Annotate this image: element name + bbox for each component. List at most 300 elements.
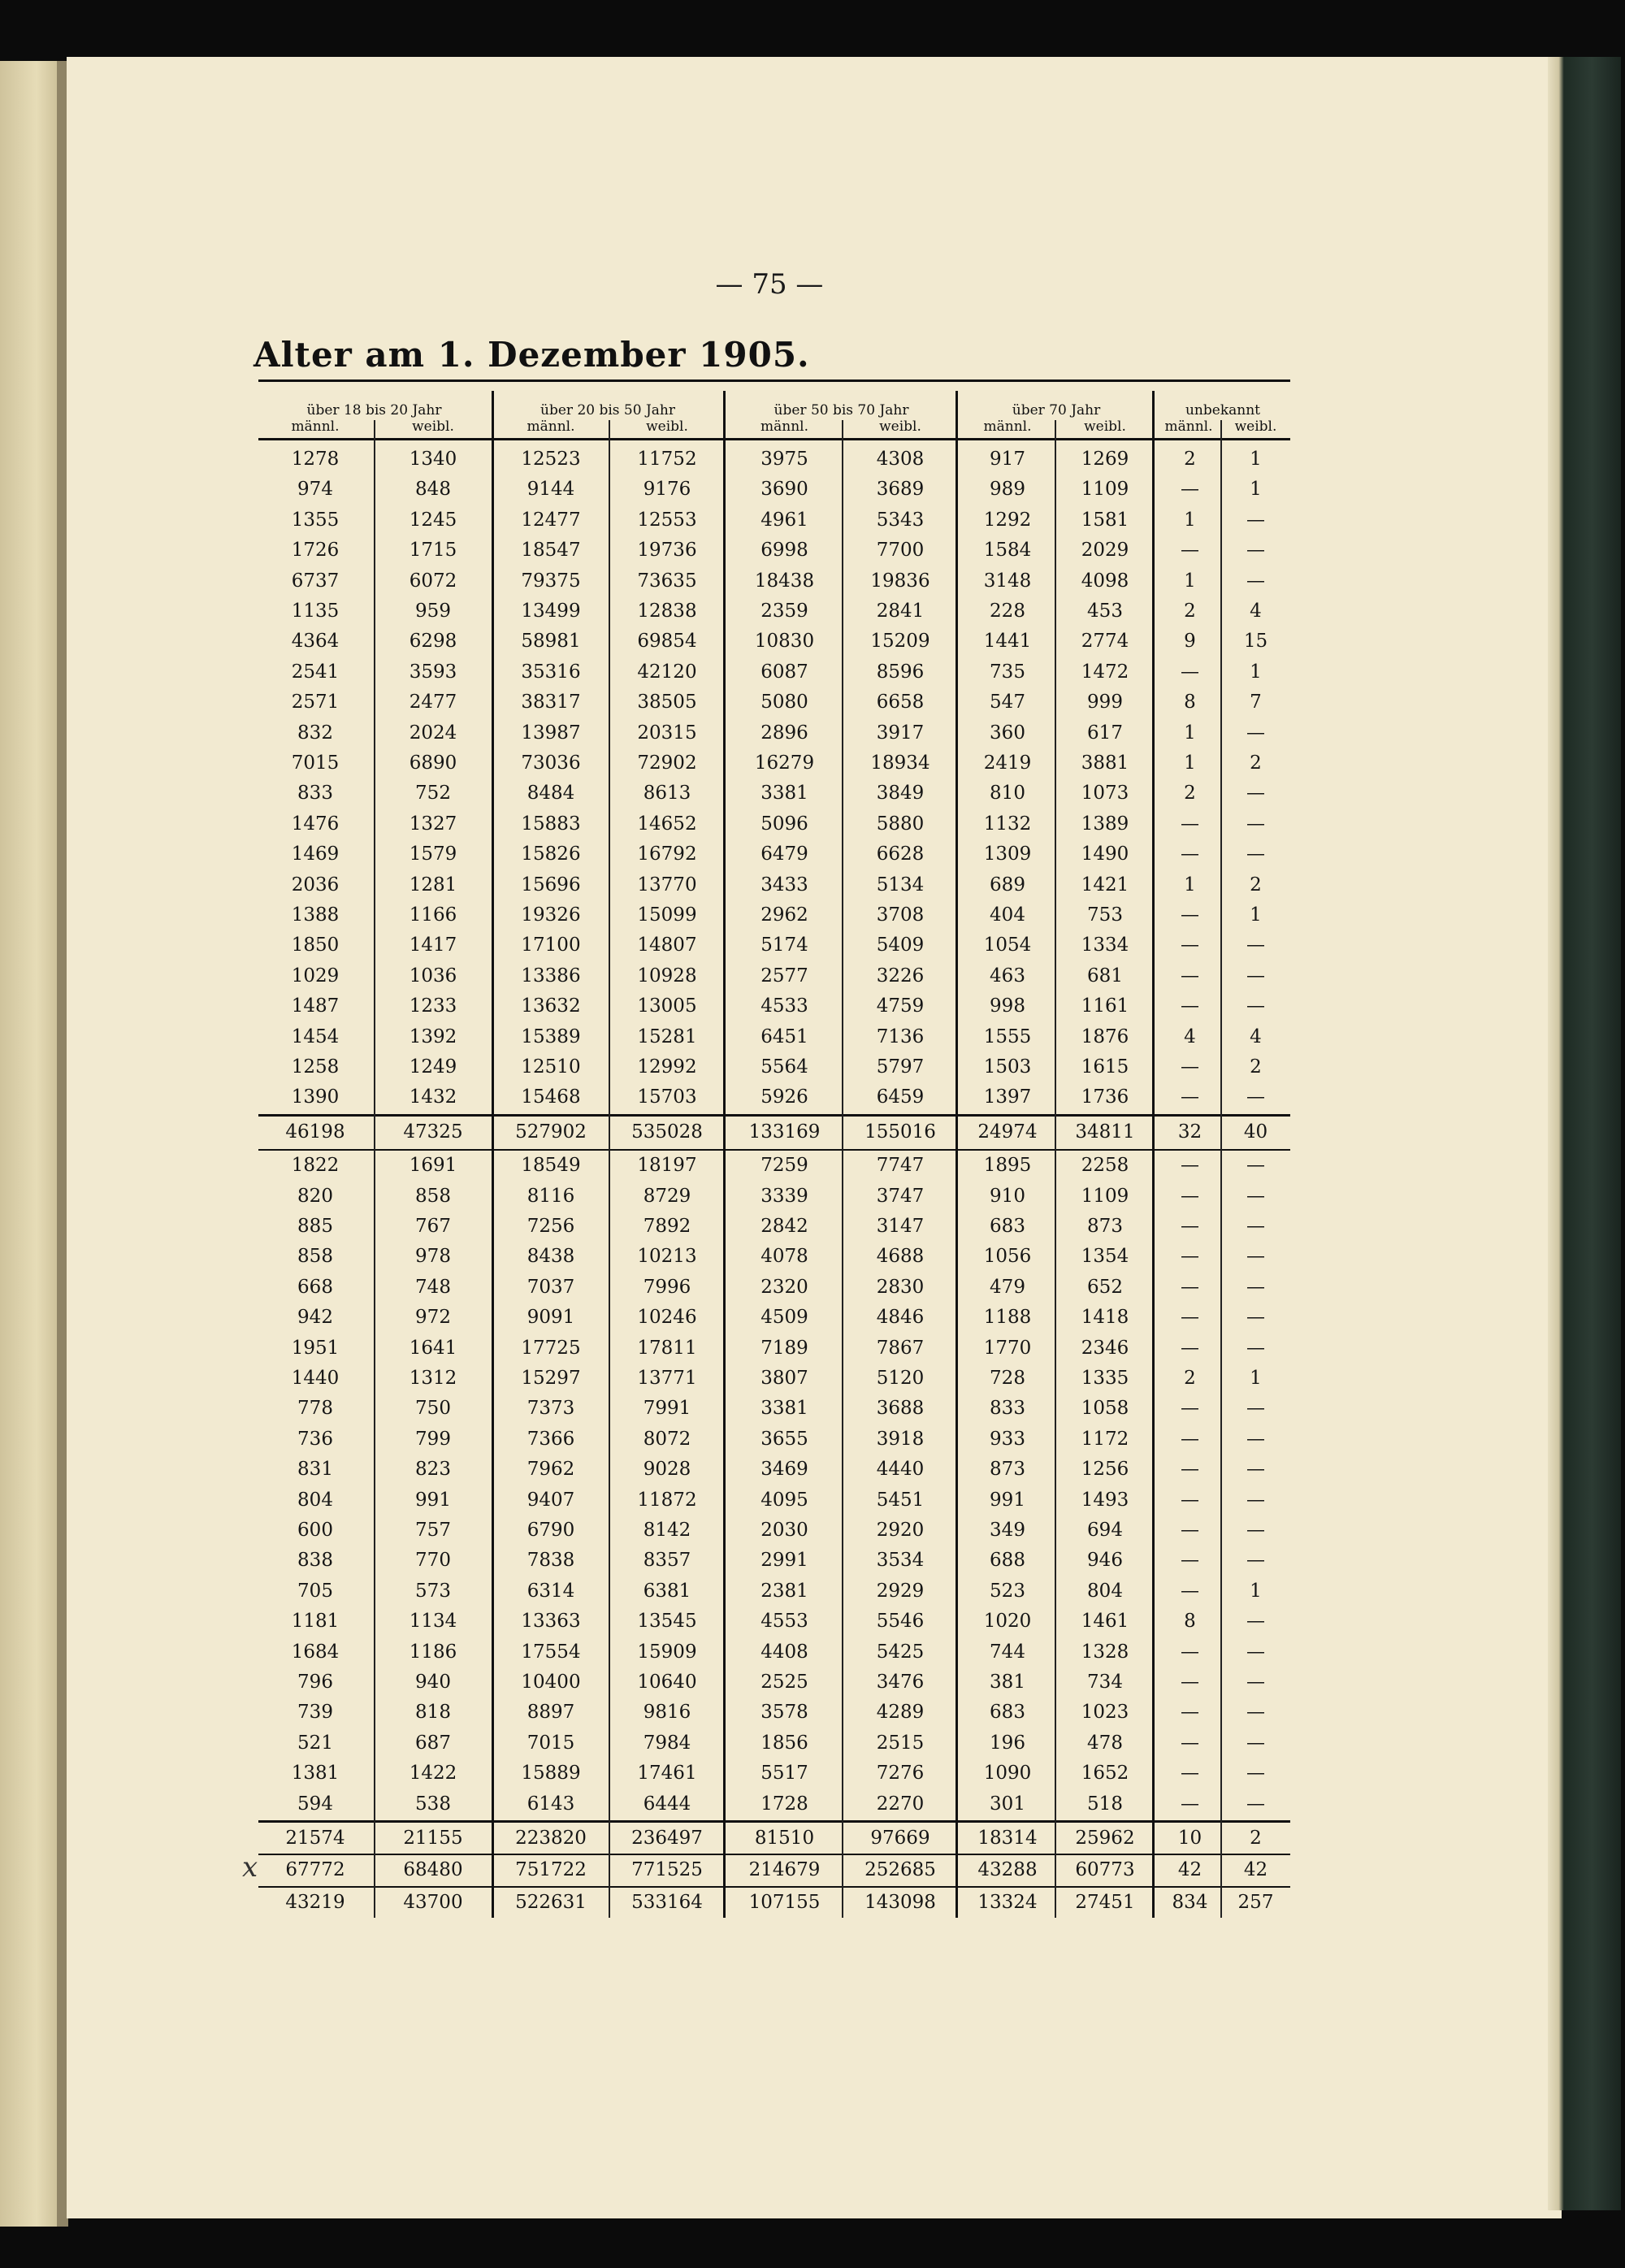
cell-18-20-female: 1417 (409, 935, 457, 956)
cell-50-70-male: 3381 (760, 783, 808, 804)
cell-50-70-male: 133169 (748, 1121, 821, 1143)
cell-18-20-female: 959 (415, 601, 451, 622)
subcolumn-divider (1220, 420, 1222, 1918)
cell-over-70-male: 1056 (983, 1246, 1032, 1268)
cell-20-50-female: 9176 (643, 479, 691, 501)
cell-18-20-male: 1029 (291, 965, 340, 987)
header-over-70-male: männl. (983, 418, 1032, 435)
cell-20-50-male: 15883 (521, 813, 581, 835)
cell-18-20-female: 573 (415, 1580, 451, 1602)
cell-20-50-male: 18547 (521, 540, 581, 562)
cell-over-70-female: 478 (1087, 1732, 1123, 1754)
table-row (258, 1333, 1290, 1364)
cell-50-70-female: 2515 (876, 1732, 925, 1754)
cell-over-70-female: 1328 (1081, 1641, 1129, 1663)
cell-over-70-female: 1493 (1081, 1489, 1129, 1511)
cell-50-70-male: 2962 (760, 904, 808, 926)
cell-unknown-female: 1 (1250, 449, 1262, 470)
cell-50-70-male: 3655 (760, 1428, 808, 1450)
cell-18-20-male: 1355 (291, 509, 340, 531)
cell-50-70-female: 4440 (876, 1459, 925, 1481)
cell-over-70-male: 1770 (983, 1337, 1032, 1359)
cell-over-70-female: 1418 (1081, 1307, 1129, 1329)
table-row (258, 1607, 1290, 1637)
cell-50-70-female: 5343 (876, 509, 925, 531)
cell-18-20-female: 823 (415, 1459, 451, 1481)
cell-18-20-male: 594 (297, 1793, 333, 1815)
cell-over-70-female: 1023 (1081, 1702, 1129, 1724)
cell-over-70-male: 1188 (983, 1307, 1032, 1329)
cell-50-70-female: 3917 (876, 722, 925, 744)
cell-50-70-male: 18438 (754, 570, 815, 592)
cell-unknown-female: 1 (1250, 904, 1262, 926)
cell-20-50-female: 19736 (637, 540, 697, 562)
cell-18-20-male: 736 (297, 1428, 333, 1450)
cell-50-70-male: 6087 (760, 661, 808, 683)
cell-unknown-male: — (1181, 479, 1199, 501)
cell-over-70-female: 2258 (1081, 1155, 1129, 1177)
cell-20-50-male: 58981 (521, 631, 581, 653)
cell-over-70-male: 917 (990, 449, 1025, 470)
cell-50-70-male: 2991 (760, 1550, 808, 1572)
cell-50-70-female: 3747 (876, 1185, 925, 1207)
cell-20-50-female: 8142 (643, 1520, 691, 1541)
cell-unknown-female: — (1246, 509, 1265, 531)
cell-18-20-female: 1579 (409, 843, 457, 865)
table-row (258, 1364, 1290, 1394)
cell-over-70-female: 1736 (1081, 1086, 1129, 1108)
cell-over-70-male: 1309 (983, 843, 1032, 865)
header-unknown-female: weibl. (1234, 418, 1277, 435)
cell-50-70-male: 4961 (760, 509, 808, 531)
cell-50-70-male: 5564 (760, 1056, 808, 1078)
table-row (258, 1182, 1290, 1212)
cell-over-70-female: 1652 (1081, 1763, 1129, 1784)
cell-18-20-female: 1186 (409, 1641, 457, 1663)
cell-20-50-male: 7256 (526, 1216, 575, 1237)
cell-over-70-male: 404 (990, 904, 1025, 926)
cell-over-70-female: 1161 (1081, 995, 1129, 1017)
cell-20-50-female: 771525 (631, 1859, 703, 1881)
cell-unknown-female: — (1246, 965, 1265, 987)
table-row (258, 870, 1290, 900)
cell-over-70-male: 933 (990, 1428, 1025, 1450)
cell-50-70-female: 3688 (876, 1398, 925, 1420)
cell-18-20-male: 1822 (291, 1155, 340, 1177)
cell-unknown-male: 1 (1184, 752, 1196, 774)
cell-18-20-male: 67772 (285, 1859, 345, 1881)
header-group-over-70: über 70 Jahr (1012, 402, 1101, 418)
cell-50-70-female: 252685 (864, 1859, 936, 1881)
header-18-20-male: männl. (291, 418, 340, 435)
cell-unknown-female: — (1246, 935, 1265, 956)
cell-50-70-male: 6479 (760, 843, 808, 865)
table-row (258, 1516, 1290, 1546)
cell-over-70-female: 753 (1087, 904, 1123, 926)
cell-50-70-male: 10830 (754, 631, 815, 653)
cell-over-70-male: 1054 (983, 935, 1032, 956)
cell-20-50-female: 11872 (637, 1489, 697, 1511)
cell-50-70-male: 81510 (754, 1828, 815, 1849)
cell-50-70-male: 3807 (760, 1368, 808, 1389)
cell-20-50-male: 18549 (521, 1155, 581, 1177)
cell-50-70-female: 3689 (876, 479, 925, 501)
cell-over-70-male: 463 (990, 965, 1025, 987)
subcolumn-divider (1055, 420, 1056, 1918)
cell-18-20-female: 68480 (403, 1859, 463, 1881)
cell-unknown-female: 1 (1250, 661, 1262, 683)
cell-18-20-female: 1312 (409, 1368, 457, 1389)
cell-18-20-female: 752 (415, 783, 451, 804)
table-row (258, 1394, 1290, 1424)
header-group-unknown: unbekannt (1185, 402, 1260, 418)
cell-20-50-female: 7984 (643, 1732, 691, 1754)
cell-unknown-male: — (1181, 1276, 1199, 1298)
header-50-70-male: männl. (760, 418, 808, 435)
cell-over-70-female: 1058 (1081, 1398, 1129, 1420)
cell-20-50-male: 6314 (526, 1580, 575, 1602)
cell-over-70-male: 43288 (977, 1859, 1038, 1881)
cell-unknown-male: — (1181, 1246, 1199, 1268)
cell-unknown-male: — (1181, 1307, 1199, 1329)
cell-20-50-male: 12510 (521, 1056, 581, 1078)
book-cover-edge (1548, 57, 1621, 2210)
cell-20-50-male: 6143 (526, 1793, 575, 1815)
cell-50-70-male: 4509 (760, 1307, 808, 1329)
header-top-rule (258, 379, 1290, 382)
cell-over-70-female: 60773 (1075, 1859, 1135, 1881)
cell-18-20-male: 521 (297, 1732, 333, 1754)
subtotal-row-1 (258, 1117, 1290, 1147)
cell-50-70-female: 8596 (876, 661, 925, 683)
cell-50-70-male: 4533 (760, 995, 808, 1017)
cell-20-50-male: 38317 (521, 692, 581, 713)
cell-20-50-female: 15099 (637, 904, 697, 926)
cell-18-20-female: 1036 (409, 965, 457, 987)
cell-20-50-female: 15281 (637, 1026, 697, 1047)
cell-unknown-female: — (1246, 1611, 1265, 1633)
cell-unknown-male: — (1181, 965, 1199, 987)
cell-over-70-female: 1421 (1081, 874, 1129, 895)
cell-18-20-female: 972 (415, 1307, 451, 1329)
cell-18-20-male: 7015 (291, 752, 340, 774)
cell-50-70-male: 3339 (760, 1185, 808, 1207)
cell-over-70-female: 1334 (1081, 935, 1129, 956)
cell-unknown-male: — (1181, 661, 1199, 683)
cell-20-50-female: 236497 (631, 1828, 703, 1849)
cell-over-70-female: 1109 (1081, 479, 1129, 501)
cell-20-50-female: 15703 (637, 1086, 697, 1108)
header-bottom-rule (258, 438, 1290, 440)
cell-18-20-female: 991 (415, 1489, 451, 1511)
cell-unknown-male: — (1181, 1763, 1199, 1784)
cell-20-50-female: 535028 (631, 1121, 703, 1143)
cell-over-70-male: 24974 (977, 1121, 1038, 1143)
cell-18-20-male: 1469 (291, 843, 340, 865)
cell-over-70-female: 1461 (1081, 1611, 1129, 1633)
cell-over-70-male: 728 (990, 1368, 1025, 1389)
cell-unknown-male: — (1181, 1398, 1199, 1420)
cell-over-70-male: 18314 (977, 1828, 1038, 1849)
cell-18-20-female: 1691 (409, 1155, 457, 1177)
cell-over-70-male: 1020 (983, 1611, 1032, 1633)
cell-50-70-female: 97669 (870, 1828, 930, 1849)
cell-over-70-female: 946 (1087, 1550, 1123, 1572)
cell-50-70-female: 2830 (876, 1276, 925, 1298)
cell-over-70-female: 1073 (1081, 783, 1129, 804)
cell-over-70-male: 1555 (983, 1026, 1032, 1047)
cell-unknown-female: — (1246, 1672, 1265, 1693)
cell-20-50-male: 7366 (526, 1428, 575, 1450)
cell-over-70-male: 547 (990, 692, 1025, 713)
cell-50-70-female: 155016 (864, 1121, 936, 1143)
table-row (258, 930, 1290, 961)
header-group-18-20: über 18 bis 20 Jahr (306, 402, 442, 418)
cell-unknown-female: — (1246, 1307, 1265, 1329)
subtotal2-rule (258, 1820, 1290, 1823)
cell-20-50-female: 8729 (643, 1185, 691, 1207)
table-row (258, 566, 1290, 596)
cell-50-70-female: 3708 (876, 904, 925, 926)
cell-50-70-female: 3476 (876, 1672, 925, 1693)
cell-50-70-female: 3849 (876, 783, 925, 804)
cell-20-50-female: 8613 (643, 783, 691, 804)
cell-20-50-male: 223820 (515, 1828, 587, 1849)
cell-18-20-female: 767 (415, 1216, 451, 1237)
cell-18-20-female: 3593 (409, 661, 457, 683)
cell-18-20-female: 858 (415, 1185, 451, 1207)
cell-unknown-male: — (1181, 1580, 1199, 1602)
table-row (258, 1789, 1290, 1819)
cell-unknown-female: 42 (1243, 1859, 1268, 1881)
cell-20-50-male: 13632 (521, 995, 581, 1017)
cell-20-50-male: 13386 (521, 965, 581, 987)
cell-over-70-female: 694 (1087, 1520, 1123, 1541)
subcolumn-divider (609, 420, 610, 1918)
cell-unknown-male: — (1181, 1489, 1199, 1511)
cell-unknown-male: 2 (1184, 449, 1196, 470)
cell-18-20-female: 848 (415, 479, 451, 501)
table-row (258, 1455, 1290, 1485)
cell-18-20-male: 1390 (291, 1086, 340, 1108)
previous-page-edge (0, 61, 61, 2227)
cell-unknown-female: 15 (1243, 631, 1268, 653)
cell-18-20-female: 1715 (409, 540, 457, 562)
cell-20-50-female: 72902 (637, 752, 697, 774)
cell-50-70-female: 7136 (876, 1026, 925, 1047)
cell-18-20-female: 1249 (409, 1056, 457, 1078)
cell-20-50-male: 10400 (521, 1672, 581, 1693)
cell-20-50-female: 10213 (637, 1246, 697, 1268)
cell-18-20-male: 804 (297, 1489, 333, 1511)
cell-18-20-female: 1166 (409, 904, 457, 926)
cell-20-50-male: 7037 (526, 1276, 575, 1298)
cell-unknown-male: 834 (1172, 1891, 1208, 1913)
header-20-50-female: weibl. (646, 418, 688, 435)
table-row (258, 627, 1290, 657)
table-row (258, 1303, 1290, 1333)
cell-over-70-male: 688 (990, 1550, 1025, 1572)
cell-unknown-male: — (1181, 995, 1199, 1017)
table-row (258, 839, 1290, 869)
cell-over-70-male: 301 (990, 1793, 1025, 1815)
cell-50-70-male: 2842 (760, 1216, 808, 1237)
cell-unknown-male: — (1181, 1793, 1199, 1815)
cell-50-70-female: 4688 (876, 1246, 925, 1268)
cell-unknown-male: — (1181, 1056, 1199, 1078)
cell-18-20-male: 942 (297, 1307, 333, 1329)
cell-over-70-female: 25962 (1075, 1828, 1135, 1849)
cell-50-70-female: 2841 (876, 601, 925, 622)
cell-50-70-male: 3469 (760, 1459, 808, 1481)
cell-20-50-male: 13987 (521, 722, 581, 744)
cell-unknown-female: — (1246, 1155, 1265, 1177)
table-row (258, 1052, 1290, 1082)
cell-18-20-female: 940 (415, 1672, 451, 1693)
cell-unknown-male: — (1181, 843, 1199, 865)
cell-unknown-female: — (1246, 1398, 1265, 1420)
cell-18-20-male: 4364 (291, 631, 340, 653)
cell-unknown-female: — (1246, 843, 1265, 865)
cell-18-20-male: 1951 (291, 1337, 340, 1359)
cell-over-70-male: 833 (990, 1398, 1025, 1420)
column-divider (956, 391, 958, 1918)
cell-18-20-female: 2024 (409, 722, 457, 744)
cell-50-70-male: 4078 (760, 1246, 808, 1268)
cell-18-20-female: 21155 (403, 1828, 463, 1849)
header-unknown-male: männl. (1164, 418, 1213, 435)
cell-18-20-female: 748 (415, 1276, 451, 1298)
cell-over-70-male: 1397 (983, 1086, 1032, 1108)
cell-unknown-male: — (1181, 1641, 1199, 1663)
cell-18-20-female: 1422 (409, 1763, 457, 1784)
cell-50-70-female: 4289 (876, 1702, 925, 1724)
cell-unknown-female: — (1246, 1428, 1265, 1450)
cell-50-70-male: 2896 (760, 722, 808, 744)
cell-unknown-male: — (1181, 1185, 1199, 1207)
cell-20-50-male: 79375 (521, 570, 581, 592)
cell-50-70-female: 5451 (876, 1489, 925, 1511)
cell-18-20-male: 820 (297, 1185, 333, 1207)
cell-18-20-male: 858 (297, 1246, 333, 1268)
cell-unknown-male: 42 (1177, 1859, 1202, 1881)
cell-18-20-male: 2571 (291, 692, 340, 713)
cell-over-70-female: 1490 (1081, 843, 1129, 865)
cell-20-50-female: 11752 (637, 449, 697, 470)
cell-over-70-female: 1335 (1081, 1368, 1129, 1389)
cell-20-50-male: 6790 (526, 1520, 575, 1541)
cell-unknown-female: — (1246, 1246, 1265, 1268)
cell-unknown-female: — (1246, 995, 1265, 1017)
cell-18-20-male: 796 (297, 1672, 333, 1693)
cell-over-70-female: 518 (1087, 1793, 1123, 1815)
cell-50-70-male: 1728 (760, 1793, 808, 1815)
difference-row (258, 1888, 1290, 1918)
table-row (258, 778, 1290, 809)
cell-50-70-female: 4308 (876, 449, 925, 470)
cell-unknown-female: — (1246, 1489, 1265, 1511)
cell-50-70-female: 143098 (864, 1891, 936, 1913)
cell-unknown-male: — (1181, 813, 1199, 835)
cell-over-70-female: 652 (1087, 1276, 1123, 1298)
cell-18-20-male: 831 (297, 1459, 333, 1481)
cell-20-50-male: 8897 (526, 1702, 575, 1724)
cell-unknown-female: — (1246, 1732, 1265, 1754)
cell-20-50-male: 19326 (521, 904, 581, 926)
column-divider (1152, 391, 1155, 1918)
cell-50-70-female: 5409 (876, 935, 925, 956)
cell-20-50-female: 12992 (637, 1056, 697, 1078)
header-50-70-female: weibl. (879, 418, 921, 435)
cell-50-70-female: 15209 (870, 631, 930, 653)
cell-18-20-male: 1381 (291, 1763, 340, 1784)
cell-50-70-female: 3226 (876, 965, 925, 987)
subtotal1-rule (258, 1114, 1290, 1117)
cell-unknown-female: 7 (1250, 692, 1262, 713)
cell-18-20-female: 2477 (409, 692, 457, 713)
cell-over-70-male: 683 (990, 1702, 1025, 1724)
cell-18-20-male: 778 (297, 1398, 333, 1420)
cell-50-70-male: 2359 (760, 601, 808, 622)
cell-over-70-male: 873 (990, 1459, 1025, 1481)
cell-50-70-female: 5120 (876, 1368, 925, 1389)
cell-over-70-female: 1876 (1081, 1026, 1129, 1047)
header-over-70-female: weibl. (1084, 418, 1126, 435)
cell-50-70-male: 7189 (760, 1337, 808, 1359)
cell-unknown-female: 40 (1243, 1121, 1268, 1143)
cell-18-20-female: 750 (415, 1398, 451, 1420)
header-group-20-50: über 20 bis 50 Jahr (540, 402, 675, 418)
cell-50-70-female: 2270 (876, 1793, 925, 1815)
cell-unknown-female: — (1246, 1702, 1265, 1724)
cell-unknown-female: — (1246, 1459, 1265, 1481)
cell-unknown-female: — (1246, 570, 1265, 592)
table-row (258, 1485, 1290, 1516)
cell-unknown-male: — (1181, 1428, 1199, 1450)
cell-unknown-male: 8 (1184, 1611, 1196, 1633)
cell-unknown-male: — (1181, 1459, 1199, 1481)
cell-over-70-female: 1354 (1081, 1246, 1129, 1268)
table-row (258, 1576, 1290, 1607)
cell-unknown-female: — (1246, 722, 1265, 744)
cell-unknown-female: — (1246, 1520, 1265, 1541)
table-row (258, 900, 1290, 930)
cell-20-50-male: 17725 (521, 1337, 581, 1359)
table-row (258, 1546, 1290, 1576)
cell-50-70-female: 4759 (876, 995, 925, 1017)
cell-20-50-female: 38505 (637, 692, 697, 713)
cell-18-20-male: 2036 (291, 874, 340, 895)
page-title: Alter am 1. Dezember 1905. (254, 335, 810, 375)
cell-50-70-female: 7867 (876, 1337, 925, 1359)
cell-50-70-male: 16279 (754, 752, 815, 774)
cell-unknown-male: — (1181, 1086, 1199, 1108)
cell-20-50-male: 15826 (521, 843, 581, 865)
cell-50-70-female: 7700 (876, 540, 925, 562)
table-row (258, 505, 1290, 536)
cell-18-20-female: 1432 (409, 1086, 457, 1108)
cell-unknown-female: — (1246, 1276, 1265, 1298)
cell-50-70-male: 2525 (760, 1672, 808, 1693)
cell-50-70-female: 5880 (876, 813, 925, 835)
cell-over-70-male: 1090 (983, 1763, 1032, 1784)
cell-20-50-female: 17461 (637, 1763, 697, 1784)
cell-over-70-female: 2774 (1081, 631, 1129, 653)
cell-over-70-female: 1472 (1081, 661, 1129, 683)
cell-unknown-male: 2 (1184, 1368, 1196, 1389)
cell-18-20-female: 1641 (409, 1337, 457, 1359)
cell-20-50-female: 6381 (643, 1580, 691, 1602)
